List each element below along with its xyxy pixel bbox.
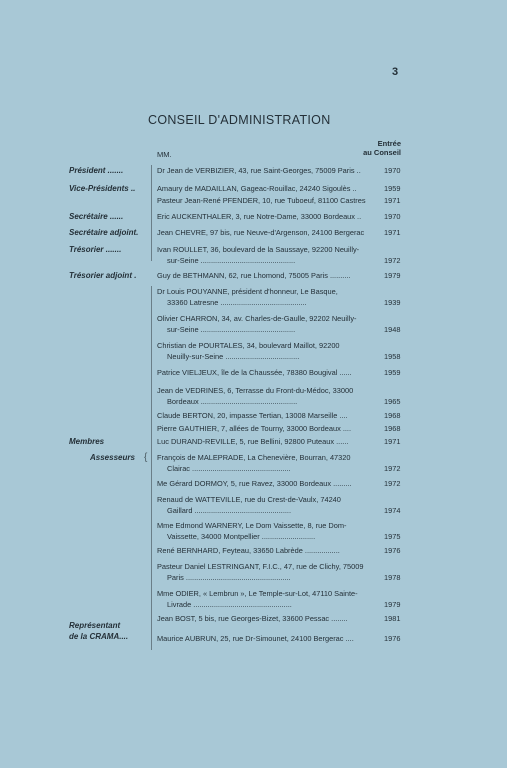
entree-sublabel: au Conseil xyxy=(363,148,401,157)
member-entry xyxy=(157,613,377,624)
role-label: Assesseurs xyxy=(90,453,135,462)
entry-year: 1965 xyxy=(384,397,401,406)
member-entry xyxy=(157,478,377,489)
member-entry xyxy=(157,183,377,194)
entry-year: 1979 xyxy=(384,600,401,609)
entry-year: 1959 xyxy=(384,368,401,377)
brace-icon: { xyxy=(144,452,148,463)
member-entry-text: Pasteur Daniel LESTRINGANT, F.I.C., 47, rue de Clichy, 75009 xyxy=(157,562,364,571)
member-entry xyxy=(157,410,377,421)
member-entry-text: Renaud de WATTEVILLE, rue du Crest-de-Vaulx, 74240 xyxy=(157,495,341,504)
member-entry-continuation: sur-Seine .............................................. xyxy=(167,256,296,265)
member-entry-continuation: Neuilly-sur-Seine .................................... xyxy=(167,352,300,361)
member-entry-text: Dr Jean de VERBIZIER, 43, rue Saint-Georges, 75009 Paris .. xyxy=(157,166,361,175)
entry-year: 1970 xyxy=(384,212,401,221)
member-entry xyxy=(157,545,377,556)
member-entry-text: Luc DURAND-REVILLE, 5, rue Bellini, 92800 Puteaux ...... xyxy=(157,437,349,446)
entry-year: 1972 xyxy=(384,256,401,265)
entry-year: 1970 xyxy=(384,166,401,175)
entry-year: 1972 xyxy=(384,464,401,473)
member-entry-continuation: Paris ................................................... xyxy=(167,573,291,582)
entry-year: 1975 xyxy=(384,532,401,541)
role-label: Secrétaire ...... xyxy=(69,212,124,221)
entry-year: 1971 xyxy=(384,228,401,237)
member-entry-continuation: Bordeaux ............................................... xyxy=(167,397,298,406)
mm-header: MM. xyxy=(157,150,172,159)
member-entry xyxy=(157,385,377,407)
member-entry-continuation: 33360 Latresne .......................................... xyxy=(167,298,307,307)
member-entry-text: Patrice VIELJEUX, île de la Chaussée, 78380 Bougival ...... xyxy=(157,368,352,377)
member-entry-text: Mme Edmond WARNERY, Le Dom Vaissette, 8, rue Dom- xyxy=(157,521,347,530)
member-entry xyxy=(157,227,377,238)
member-entry-text: Me Gérard DORMOY, 5, rue Ravez, 33000 Bordeaux ......... xyxy=(157,479,352,488)
member-entry xyxy=(157,270,377,281)
member-entry-text: Jean de VEDRINES, 6, Terrasse du Front-du-Médoc, 33000 xyxy=(157,386,354,395)
member-entry-text: Amaury de MADAILLAN, Gageac-Rouillac, 24240 Sigoulès .. xyxy=(157,184,357,193)
role-label: Président ....... xyxy=(69,166,124,175)
member-entry-text: Ivan ROULLET, 36, boulevard de la Saussaye, 92200 Neuilly- xyxy=(157,245,360,254)
role-label: Trésorier adjoint . xyxy=(69,271,137,280)
member-entry xyxy=(157,520,377,542)
entry-year: 1981 xyxy=(384,614,401,623)
member-entry-text: Claude BERTON, 20, impasse Tertian, 13008 Marseille .... xyxy=(157,411,348,420)
page-number: 3 xyxy=(392,66,399,78)
member-entry xyxy=(157,286,377,308)
member-entry-continuation: Vaissette, 34000 Montpellier .......................... xyxy=(167,532,316,541)
member-entry-text: Dr Louis POUYANNE, président d'honneur, Le Basque, xyxy=(157,287,338,296)
member-entry xyxy=(157,423,377,434)
entry-year: 1958 xyxy=(384,352,401,361)
member-entry-text: Jean CHEVRE, 97 bis, rue Neuve-d'Argenson, 24100 Bergerac xyxy=(157,228,365,237)
member-entry xyxy=(157,340,377,362)
member-entry-continuation: Livrade ................................................ xyxy=(167,600,292,609)
member-entry-text: Jean BOST, 5 bis, rue Georges-Bizet, 33600 Pessac ........ xyxy=(157,614,348,623)
member-entry-text: Mme ODIER, « Lembrun », Le Temple-sur-Lot, 47110 Sainte- xyxy=(157,589,358,598)
member-entry xyxy=(157,452,377,474)
entry-year: 1976 xyxy=(384,546,401,555)
entree-label: Entrée xyxy=(377,139,401,148)
entry-year: 1971 xyxy=(384,196,401,205)
member-entry-text: René BERNHARD, Feyteau, 33650 Labrède ................. xyxy=(157,546,340,555)
role-label-line2: de la CRAMA.... xyxy=(69,632,129,641)
member-entry xyxy=(157,195,377,206)
role-label: Trésorier ....... xyxy=(69,245,122,254)
member-entry xyxy=(157,561,377,583)
entry-year: 1968 xyxy=(384,424,401,433)
member-entry xyxy=(157,588,377,610)
member-entry-text: Maurice AUBRUN, 25, rue Dr-Simounet, 24100 Bergerac .... xyxy=(157,634,354,643)
separator-line xyxy=(151,286,152,650)
member-entry xyxy=(157,367,377,378)
entry-year: 1968 xyxy=(384,411,401,420)
page-title: CONSEIL D'ADMINISTRATION xyxy=(148,113,331,127)
entry-year: 1979 xyxy=(384,271,401,280)
separator-line xyxy=(151,165,152,261)
member-entry-continuation: Clairac ................................................ xyxy=(167,464,291,473)
entry-year: 1939 xyxy=(384,298,401,307)
member-entry xyxy=(157,436,377,447)
member-entry-continuation: sur-Seine .............................................. xyxy=(167,325,296,334)
entry-year: 1971 xyxy=(384,437,401,446)
member-entry-text: Eric AUCKENTHALER, 3, rue Notre-Dame, 33000 Bordeaux .. xyxy=(157,212,362,221)
entry-year: 1978 xyxy=(384,573,401,582)
member-entry-text: Christian de POURTALES, 34, boulevard Maillot, 92200 xyxy=(157,341,340,350)
role-label: Secrétaire adjoint. xyxy=(69,228,139,237)
member-entry-continuation: Gaillard ............................................... xyxy=(167,506,292,515)
member-entry-text: François de MALEPRADE, La Chenevière, Bourran, 47320 xyxy=(157,453,351,462)
role-label: Représentant de la CRAMA.... xyxy=(69,621,129,641)
entry-year: 1948 xyxy=(384,325,401,334)
entry-year: 1972 xyxy=(384,479,401,488)
member-entry xyxy=(157,244,377,266)
member-entry-text: Olivier CHARRON, 34, av. Charles-de-Gaulle, 92202 Neuilly- xyxy=(157,314,357,323)
member-entry-text: Pierre GAUTHIER, 7, allées de Tourny, 33000 Bordeaux .... xyxy=(157,424,352,433)
entry-year: 1974 xyxy=(384,506,401,515)
member-entry-text: Pasteur Jean-René PFENDER, 10, rue Tuboeuf, 81100 Castres xyxy=(157,196,366,205)
member-entry xyxy=(157,211,377,222)
member-entry-text: Guy de BETHMANN, 62, rue Lhomond, 75005 Paris .......... xyxy=(157,271,351,280)
member-entry xyxy=(157,313,377,335)
entry-year: 1959 xyxy=(384,184,401,193)
role-label: Vice-Présidents .. xyxy=(69,184,136,193)
member-entry xyxy=(157,633,377,644)
entree-header xyxy=(331,139,401,157)
member-entry xyxy=(157,165,377,176)
role-label: Membres xyxy=(69,437,105,446)
member-entry xyxy=(157,494,377,516)
entry-year: 1976 xyxy=(384,634,401,643)
